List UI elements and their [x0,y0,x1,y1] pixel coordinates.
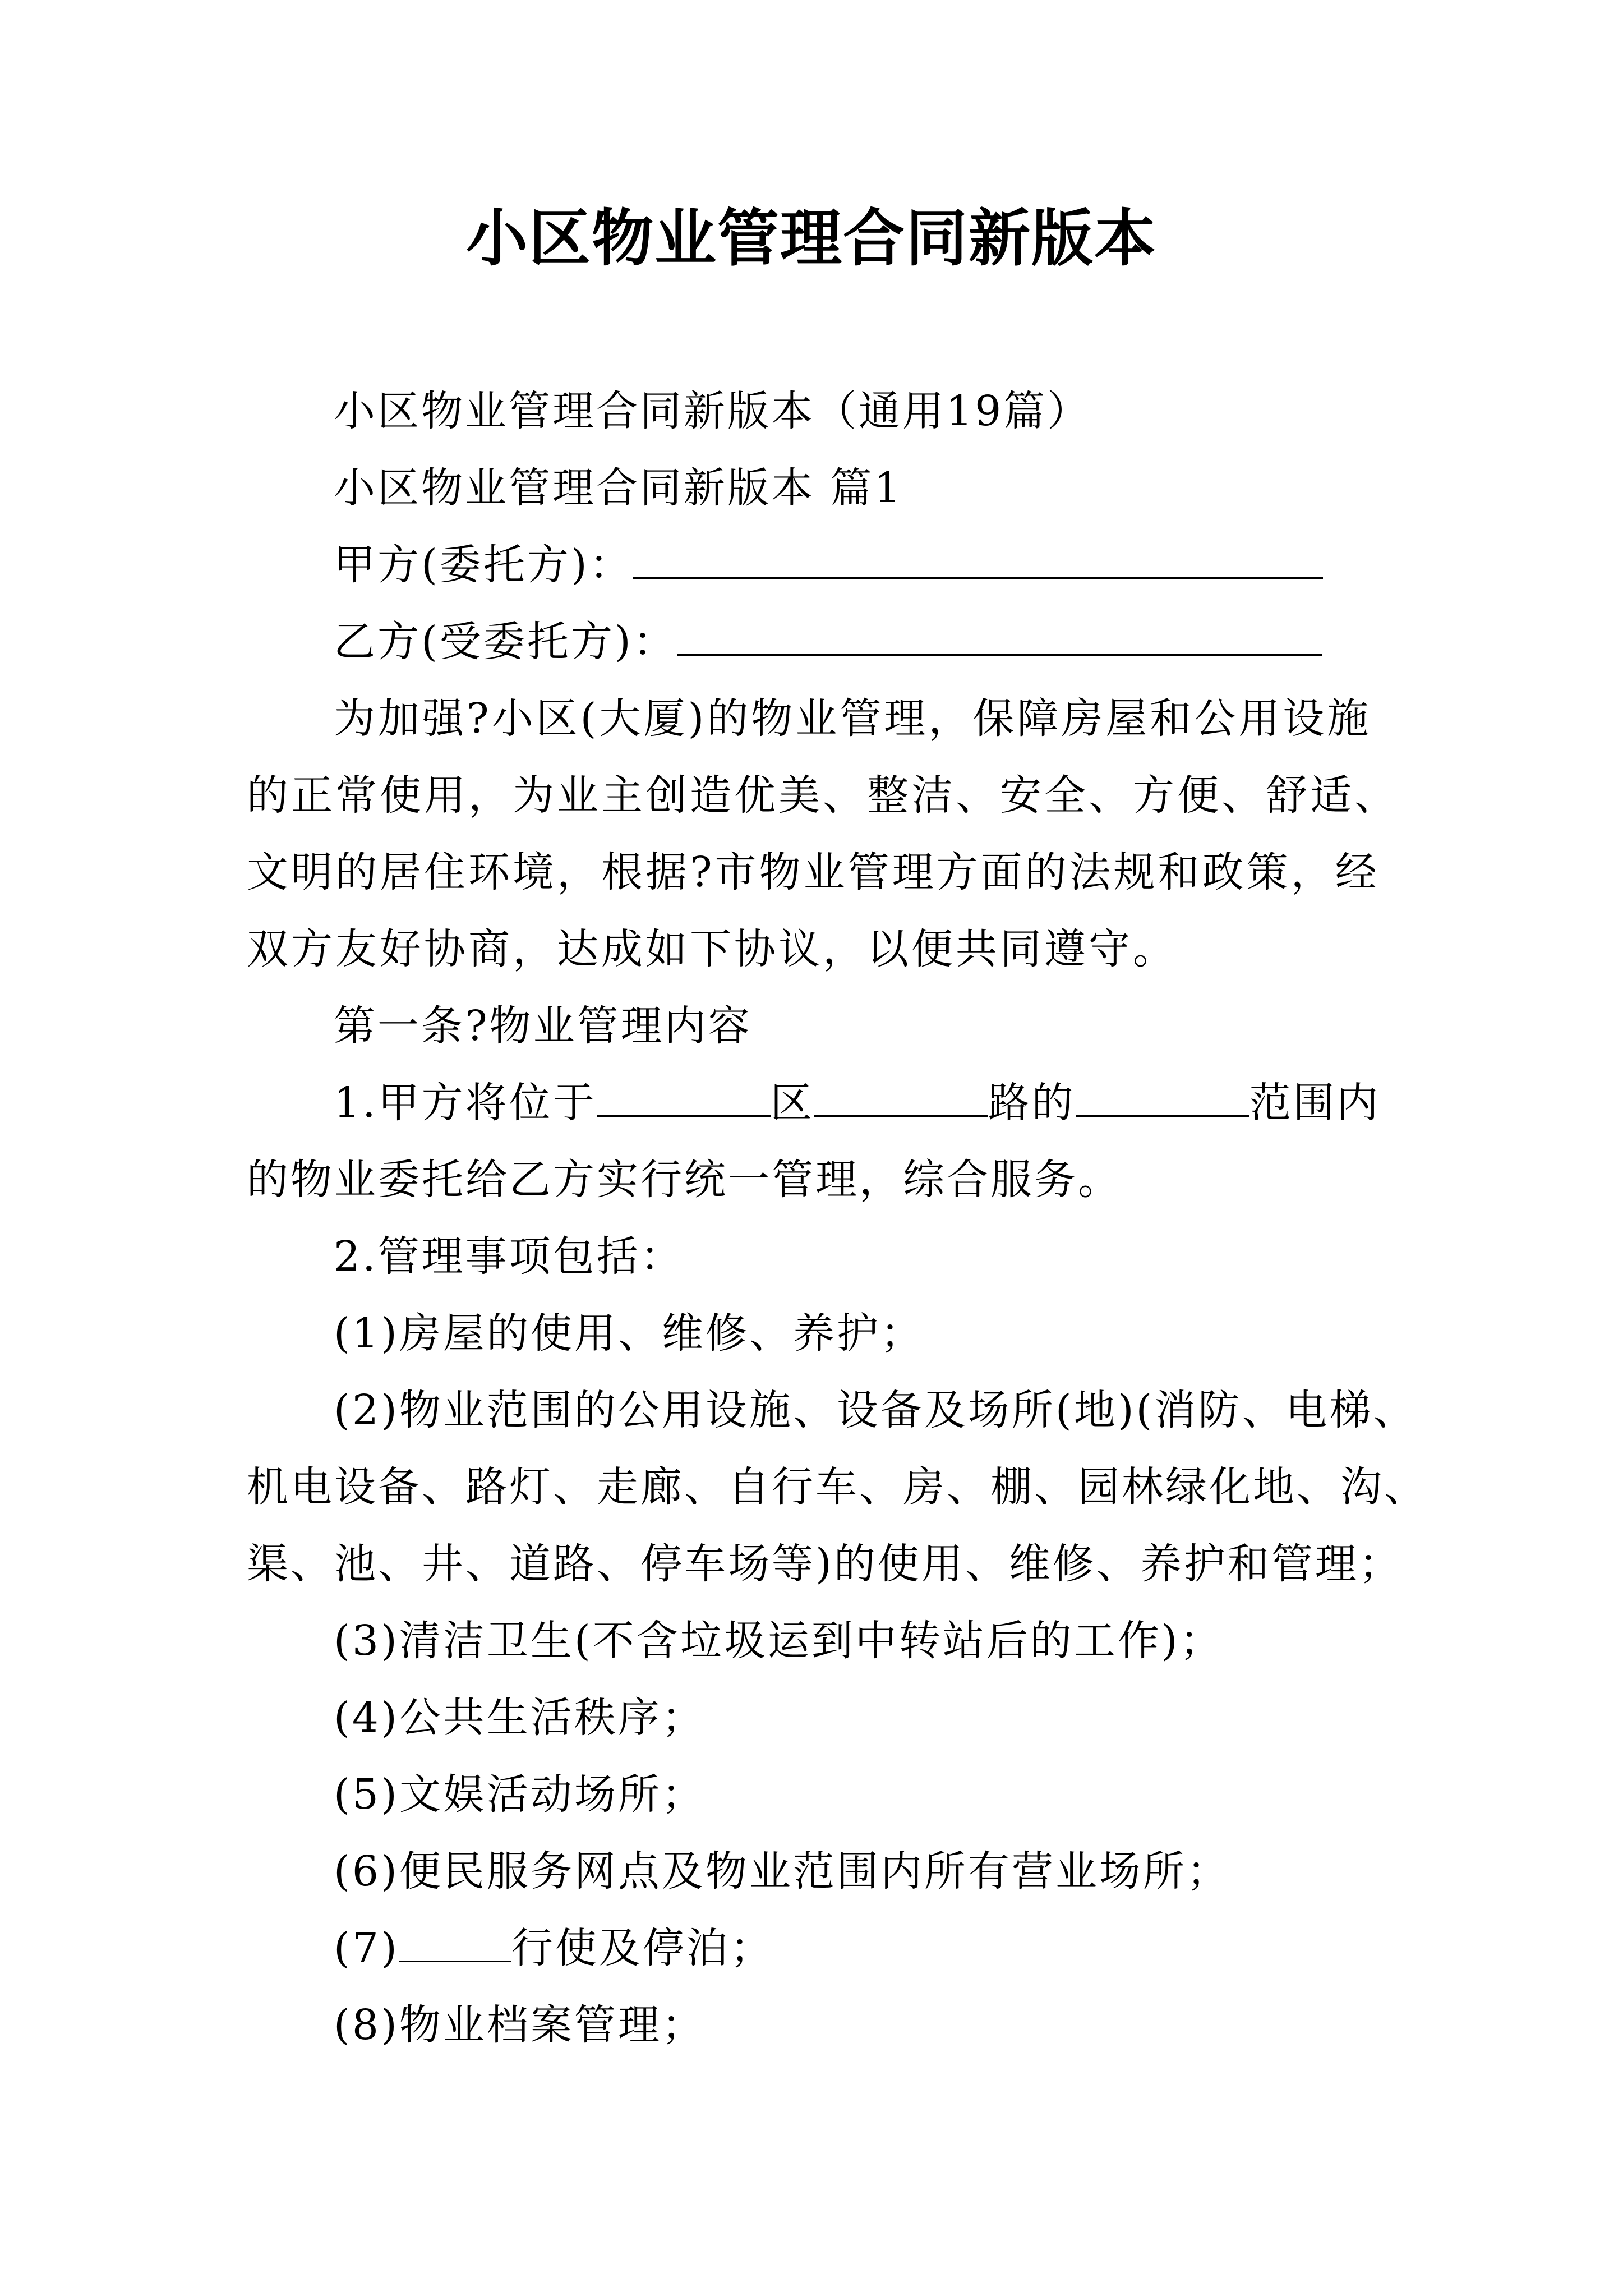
item-2: 2.管理事项包括： [334,1232,684,1281]
sub-item-7 [247,1910,1495,1987]
item-1-blank-road [814,1082,988,1117]
item-1-text-b: 区 [770,1079,814,1127]
section-heading: 小区物业管理合同新版本 篇1 [334,464,903,512]
sub-item-7-text: 行使及停泊； [511,1924,774,1972]
item-1-text-c: 路的 [988,1079,1076,1127]
item-1-text-a: 1.甲方将位于 [334,1079,597,1127]
sub-item-4: (4)公共生活秩序； [334,1694,706,1742]
intro-paragraph: 为加强?小区(大厦)的物业管理，保障房屋和公用设施的正常使用，为业主创造优美、整洁、安全、方便、舒适、文明的居住环境，根据?市物业管理方面的法规和政策，经双方友好协商，达成如下协议，以便共同遵守。 [247,694,1399,973]
item-1-line-2: 的物业委托给乙方实行统一管理，综合服务。 [247,1156,1122,1204]
document-title: 小区物业管理合同新版本 [466,202,1157,274]
item-1-blank-district [597,1082,771,1117]
document-subtitle: 小区物业管理合同新版本（通用19篇） [334,387,1091,435]
party-a-label: 甲方(委托方)： [334,541,633,589]
sub-item-2-line-2: 机电设备、路灯、走廊、自行车、房、棚、园林绿化地、沟、 [247,1463,1428,1511]
item-1-text-d: 范围内 [1249,1079,1381,1127]
sub-item-3: (3)清洁卫生(不含垃圾运到中转站后的工作)； [334,1617,1224,1665]
sub-item-7-number: (7) [334,1924,399,1972]
party-b-blank [677,620,1322,656]
party-a-blank [633,544,1323,579]
sub-item-2-line-1: (2)物业范围的公用设施、设备及场所(地)(消防、电梯、 [334,1386,1417,1434]
party-a-line [247,527,1495,604]
sub-item-6: (6)便民服务网点及物业范围内所有营业场所； [334,1847,1230,1895]
sub-item-8: (8)物业档案管理； [334,2001,706,2049]
sub-item-1: (1)房屋的使用、维修、养护； [334,1309,924,1358]
item-1-line-1 [247,1065,1495,1142]
party-b-line [247,604,1495,680]
sub-item-7-blank [399,1927,511,1962]
party-b-label: 乙方(受委托方)： [334,618,677,666]
item-1-blank-range [1076,1082,1249,1117]
sub-item-2-line-3: 渠、池、井、道路、停车场等)的使用、维修、养护和管理； [247,1540,1403,1588]
article-one-heading: 第一条?物业管理内容 [334,1002,752,1050]
sub-item-5: (5)文娱活动场所； [334,1770,706,1819]
